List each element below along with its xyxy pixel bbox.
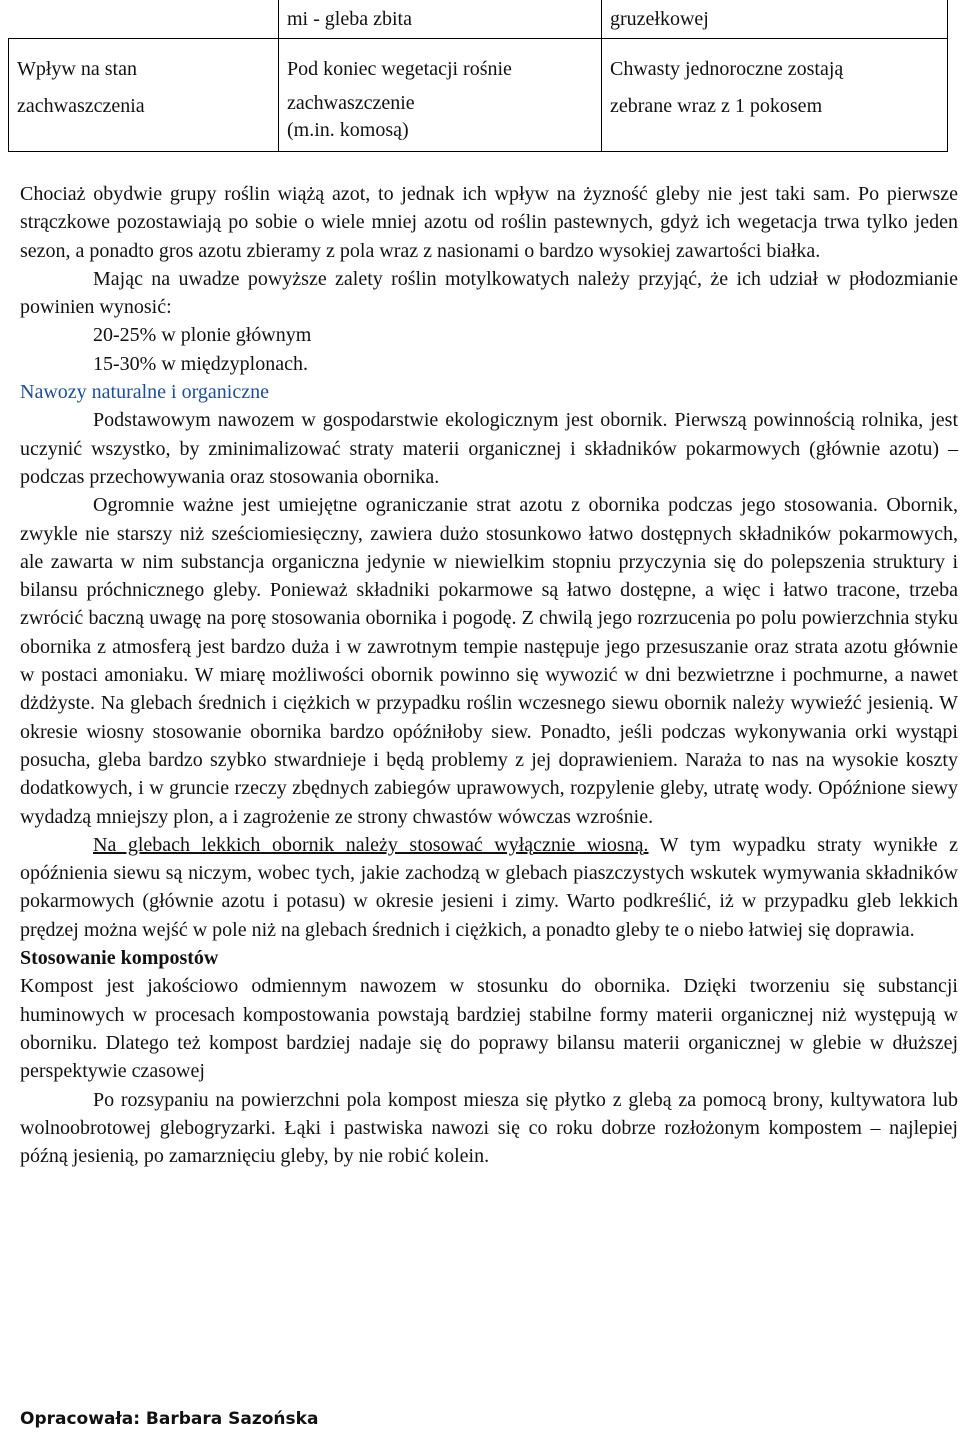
section-heading: Nawozy naturalne i organiczne <box>20 381 269 404</box>
list-item: 20-25% w plonie głównym <box>93 324 312 347</box>
table-cell <box>279 39 602 152</box>
paragraph: Po rozsypaniu na powierzchni pola kompost miesza się płytko z glebą za pomocą brony, kultywatora lub wolnoobrotowej glebogryzarki. Łąki i pastwiska nawozi się co roku dobrze rozłożonym kompostem – najlepiej późną jesienią, po zamarznięciu gleby, by nie robić kolein. <box>20 1088 958 1168</box>
cell-line: Chwasty jednoroczne zostają <box>610 58 844 80</box>
table-cell: gruzełkowej <box>602 0 948 39</box>
paragraph: Podstawowym nawozem w gospodarstwie ekologicznym jest obornik. Pierwszą powinnością rolnika, jest uczynić wszystko, by zminimalizować straty materii organicznej i składników pokarmowych (głównie azotu) – podczas przechowywania oraz stosowania obornika. <box>20 409 958 488</box>
comparison-table <box>8 0 948 152</box>
list-item: 15-30% w międzyplonach. <box>93 352 308 375</box>
cell-line: (m.in. komosą) <box>287 119 409 141</box>
author-credit: Opracowała: Barbara Sazońska <box>20 1409 319 1429</box>
cell-line: zachwaszczenia <box>17 95 145 117</box>
document-page <box>17 0 958 1170</box>
cell-line: zebrane wraz z 1 pokosem <box>610 95 823 117</box>
cell-line: Wpływ na stan <box>17 58 137 80</box>
table-row <box>9 0 948 39</box>
paragraph-text: W tym wypadku straty wynikłe z opóźnienia siewu są niczym, wobec tych, jakie zachodzą w glebach piaszczystych wskutek wymywania składników pokarmowych (głównie azotu i potasu) w okresie jesieni i zimy. Warto podkreślić, iż w przypadku gleb lekkich prędzej można wejść w pole niż na glebach średnich i ciężkich, a ponadto gleby te o niebo łatwiej się doprawia. <box>20 833 958 941</box>
paragraph: Mając na uwadze powyższe zalety roślin motylkowatych należy przyjąć, że ich udział w płodozmianie powinien wynosić: <box>20 267 958 319</box>
paragraph <box>20 831 958 944</box>
cell-line: zachwaszczenie <box>287 92 415 114</box>
table-row <box>9 39 948 152</box>
table-cell: mi - gleba zbita <box>279 0 602 39</box>
paragraph: Chociaż obydwie grupy roślin wiążą azot, to jednak ich wpływ na żyzność gleby nie jest taki sam. Po pierwsze strączkowe pozostawiają po sobie o wiele mniej azotu od roślin pastewnych, gdyż ich wegetacja trwa tylko jeden sezon, a ponadto gros azotu zbieramy z pola wraz z nasionami o bardzo wysokiej zawartości białka. <box>20 183 958 262</box>
section-heading: Stosowanie kompostów <box>20 947 219 970</box>
document-body <box>20 180 958 1170</box>
cell-line: Pod koniec wegetacji rośnie <box>287 58 512 80</box>
paragraph: Ogromnie ważne jest umiejętne ograniczanie strat azotu z obornika podczas jego stosowania. Obornik, zwykle nie starszy niż sześciomiesięczny, zawiera dużo stosunkowo łatwo dostępnych składników pokarmowych, ale zawarta w nim substancja organiczna jedynie w niewielkim stopniu przyczynia się do polepszenia struktury i bilansu próchnicznego gleby. Ponieważ składniki pokarmowe są łatwo dostępne, a więc i łatwo tracone, trzeba zwrócić baczną uwagę na porę stosowania obornika i pogodę. Z chwilą jego rozrzucenia po polu powierzchnia styku obornika z atmosferą jest bardzo duża i w zawrotnym tempie następuje jego przesuszanie oraz strata azotu głównie w postaci amoniaku. W miarę możliwości obornik powinno się wywozić w dni bezwietrzne i pochmurne, a nawet dżdżyste. Na glebach średnich i ciężkich w przypadku roślin wczesnego siewu obornik należy wywieźć jesienią. W okresie wiosny stosowanie obornika bardzo opóźniłoby siew. Ponadto, jeśli podczas wykonywania orki wystąpi posucha, gleba bardzo szybko stwardnieje i będą problemy z jej doprawieniem. Naraża to nas na wysokie koszty dodatkowych, i w gruncie rzeczy zbędnych zabiegów uprawowych, rozpylenie gleby, utratę wody. Opóźnione siewy wydadzą mniejszy plon, a i zagrożenie ze strony chwastów wówczas wzrośnie. <box>20 494 958 828</box>
table-cell <box>9 0 279 39</box>
table-cell <box>9 39 279 152</box>
table-cell <box>602 39 948 152</box>
underlined-text: Na glebach lekkich obornik należy stosować wyłącznie wiosną. <box>93 833 649 856</box>
paragraph: Kompost jest jakościowo odmiennym nawozem w stosunku do obornika. Dzięki tworzeniu się substancji huminowych w procesach kompostowania powstają bardziej stabilne formy materii organicznej niż występują w oborniku. Dlatego też kompost bardziej nadaje się do poprawy bilansu materii organicznej w glebie w dłuższej perspektywie czasowej <box>20 975 958 1083</box>
